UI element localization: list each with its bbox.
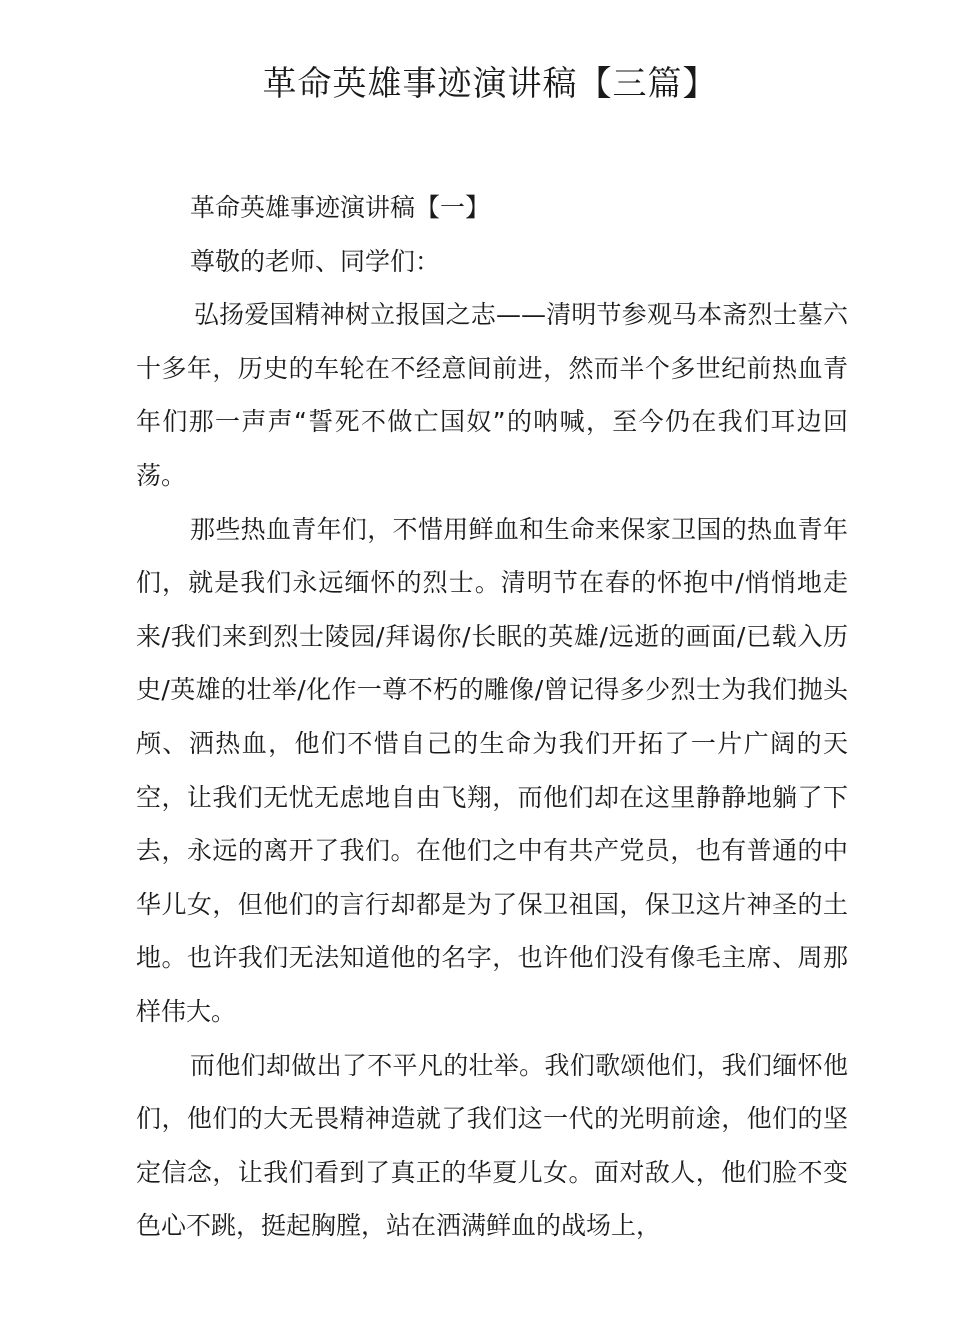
document-body bbox=[136, 181, 848, 1253]
paragraph-2: 那些热血青年们，不惜用鲜血和生命来保家卫国的热血青年们，就是我们永远缅怀的烈士。清明节在春的怀抱中/悄悄地走来/我们来到烈士陵园/拜谒你/长眠的英雄/远逝的画面/已载入历史/英雄的壮举/化作一尊不朽的雕像/曾记得多少烈士为我们抛头颅、洒热血，他们不惜自己的生命为我们开拓了一片广阔的天空，让我们无忧无虑地自由飞翔，而他们却在这里静静地躺了下去，永远的离开了我们。在他们之中有共产党员，也有普通的中华儿女，但他们的言行却都是为了保卫祖国，保卫这片神圣的土地。也许我们无法知道他的名字，也许他们没有像毛主席、周那样伟大。 bbox=[136, 514, 848, 1026]
salutation: 尊敬的老师、同学们： bbox=[190, 246, 441, 276]
document-title: 革命英雄事迹演讲稿【三篇】 bbox=[262, 64, 718, 104]
paragraph-3: 而他们却做出了不平凡的壮举。我们歌颂他们，我们缅怀他们，他们的大无畏精神造就了我们这一代的光明前途，他们的坚定信念，让我们看到了真正的华夏儿女。面对敌人，他们脸不变色心不跳，挺起胸膛，站在洒满鲜血的战场上， bbox=[136, 1050, 848, 1241]
section-heading: 革命英雄事迹演讲稿【一】 bbox=[190, 193, 491, 222]
paragraph-1: 弘扬爱国精神树立报国之志——清明节参观马本斋烈士墓六十多年，历史的车轮在不经意间前进，然而半个多世纪前热血青年们那一声声“誓死不做亡国奴”的呐喊，至今仍在我们耳边回荡。 bbox=[136, 300, 848, 490]
